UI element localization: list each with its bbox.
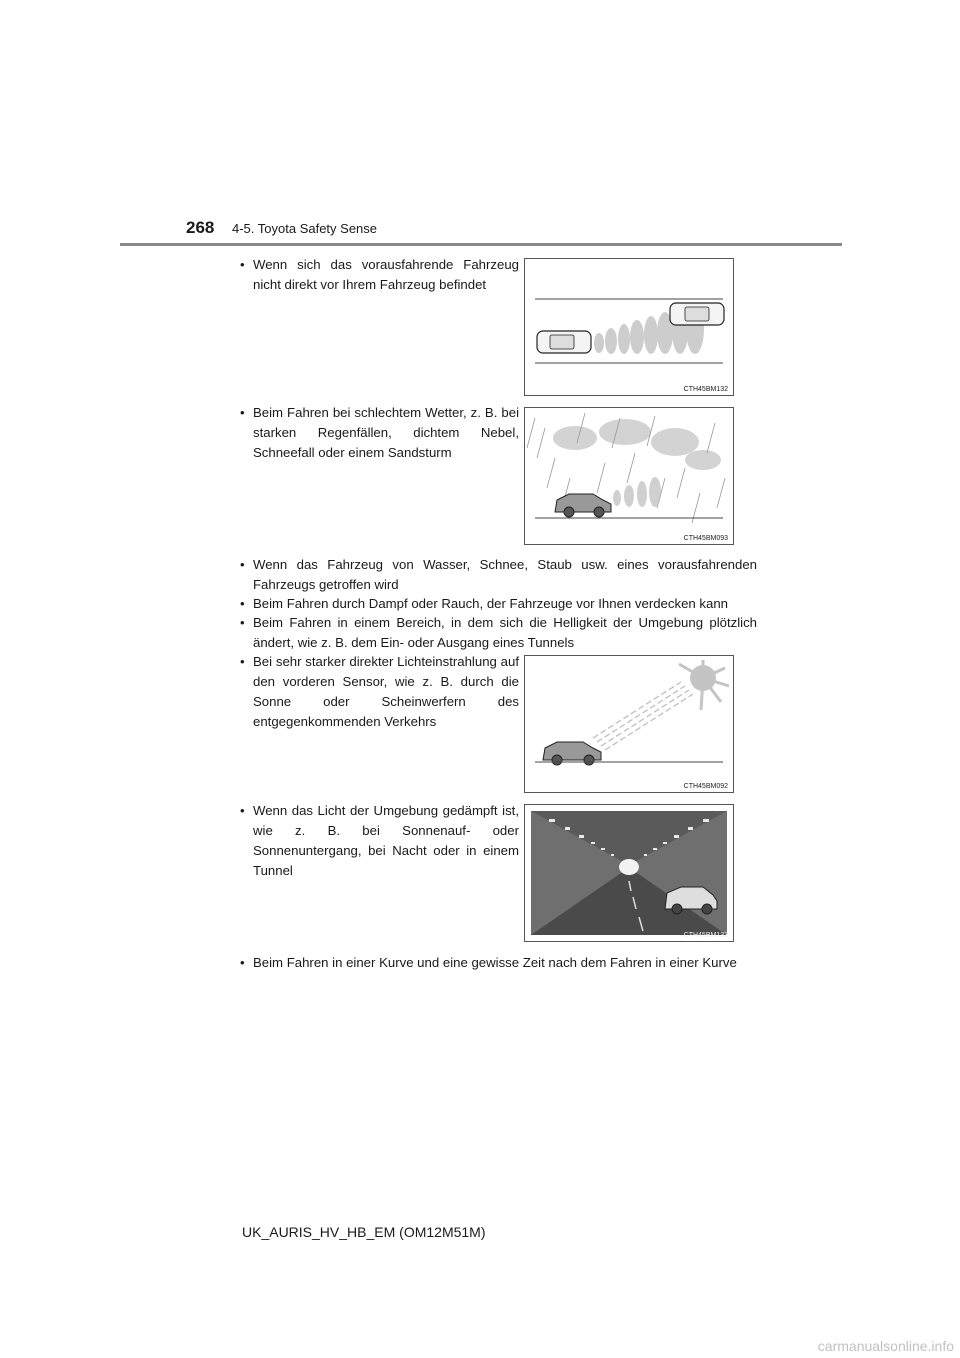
list-item	[240, 652, 519, 732]
figure-bad-weather	[524, 407, 734, 545]
bullet-marker: •	[240, 654, 245, 669]
bullet-marker: •	[240, 615, 245, 630]
list-item-text: Wenn das Fahrzeug von Wasser, Schnee, Staub usw. eines vorausfahrenden Fahrzeugs getroffen wird	[253, 557, 757, 592]
list-item-text: Beim Fahren in einem Bereich, in dem sich die Helligkeit der Umgebung plötzlich ändert, wie z. B. dem Ein- oder Ausgang eines Tunnels	[253, 615, 757, 650]
figure-code: CTH45BM092	[683, 783, 728, 790]
page-header	[0, 0, 960, 250]
list-item-text: Beim Fahren durch Dampf oder Rauch, der Fahrzeuge vor Ihnen verdecken kann	[253, 596, 729, 611]
list-item-text: Wenn sich das vorausfahrende Fahrzeug nicht direkt vor Ihrem Fahrzeug befindet	[253, 257, 519, 292]
list-item	[240, 594, 757, 614]
list-item-text: Bei sehr starker direkter Lichteinstrahlung auf den vorderen Sensor, wie z. B. durch die Sonne oder Scheinwerfern des entgegenkommenden Verkehrs	[253, 654, 519, 729]
illustration-rain-fog	[525, 408, 733, 544]
illustration-offset-vehicle	[525, 259, 733, 395]
bullet-marker: •	[240, 955, 245, 970]
watermark: carmanualsonline.info	[817, 1338, 954, 1354]
illustration-sun-glare	[525, 656, 733, 792]
bullet-marker: •	[240, 405, 245, 420]
document-code: UK_AURIS_HV_HB_EM (OM12M51M)	[242, 1224, 486, 1240]
list-item	[240, 555, 757, 595]
list-item	[240, 801, 519, 881]
figure-tunnel	[524, 804, 734, 942]
bullet-marker: •	[240, 557, 245, 572]
list-item-text: Beim Fahren bei schlechtem Wetter, z. B. bei starken Regenfällen, dichtem Nebel, Schneefall oder einem Sandsturm	[253, 405, 519, 460]
list-item	[240, 613, 757, 653]
figure-preceding-vehicle-offset	[524, 258, 734, 396]
header-divider	[120, 243, 842, 246]
bullet-marker: •	[240, 257, 245, 272]
bullet-marker: •	[240, 596, 245, 611]
list-item	[240, 255, 519, 295]
page-number: 268	[186, 218, 215, 237]
figure-code: CTH45BM132	[683, 386, 728, 393]
illustration-dim-tunnel	[525, 805, 733, 941]
list-item	[240, 953, 757, 973]
list-item-text: Beim Fahren in einer Kurve und eine gewisse Zeit nach dem Fahren in einer Kurve	[253, 955, 737, 970]
figure-code: CTH45BM133	[683, 932, 728, 939]
section-title: 4-5. Toyota Safety Sense	[232, 221, 378, 236]
figure-direct-sunlight	[524, 655, 734, 793]
list-item-text: Wenn das Licht der Umgebung gedämpft ist, wie z. B. bei Sonnenauf- oder Sonnenuntergang, bei Nacht oder in einem Tunnel	[253, 803, 519, 878]
list-item	[240, 403, 519, 463]
bullet-marker: •	[240, 803, 245, 818]
figure-code: CTH45BM093	[683, 535, 728, 542]
